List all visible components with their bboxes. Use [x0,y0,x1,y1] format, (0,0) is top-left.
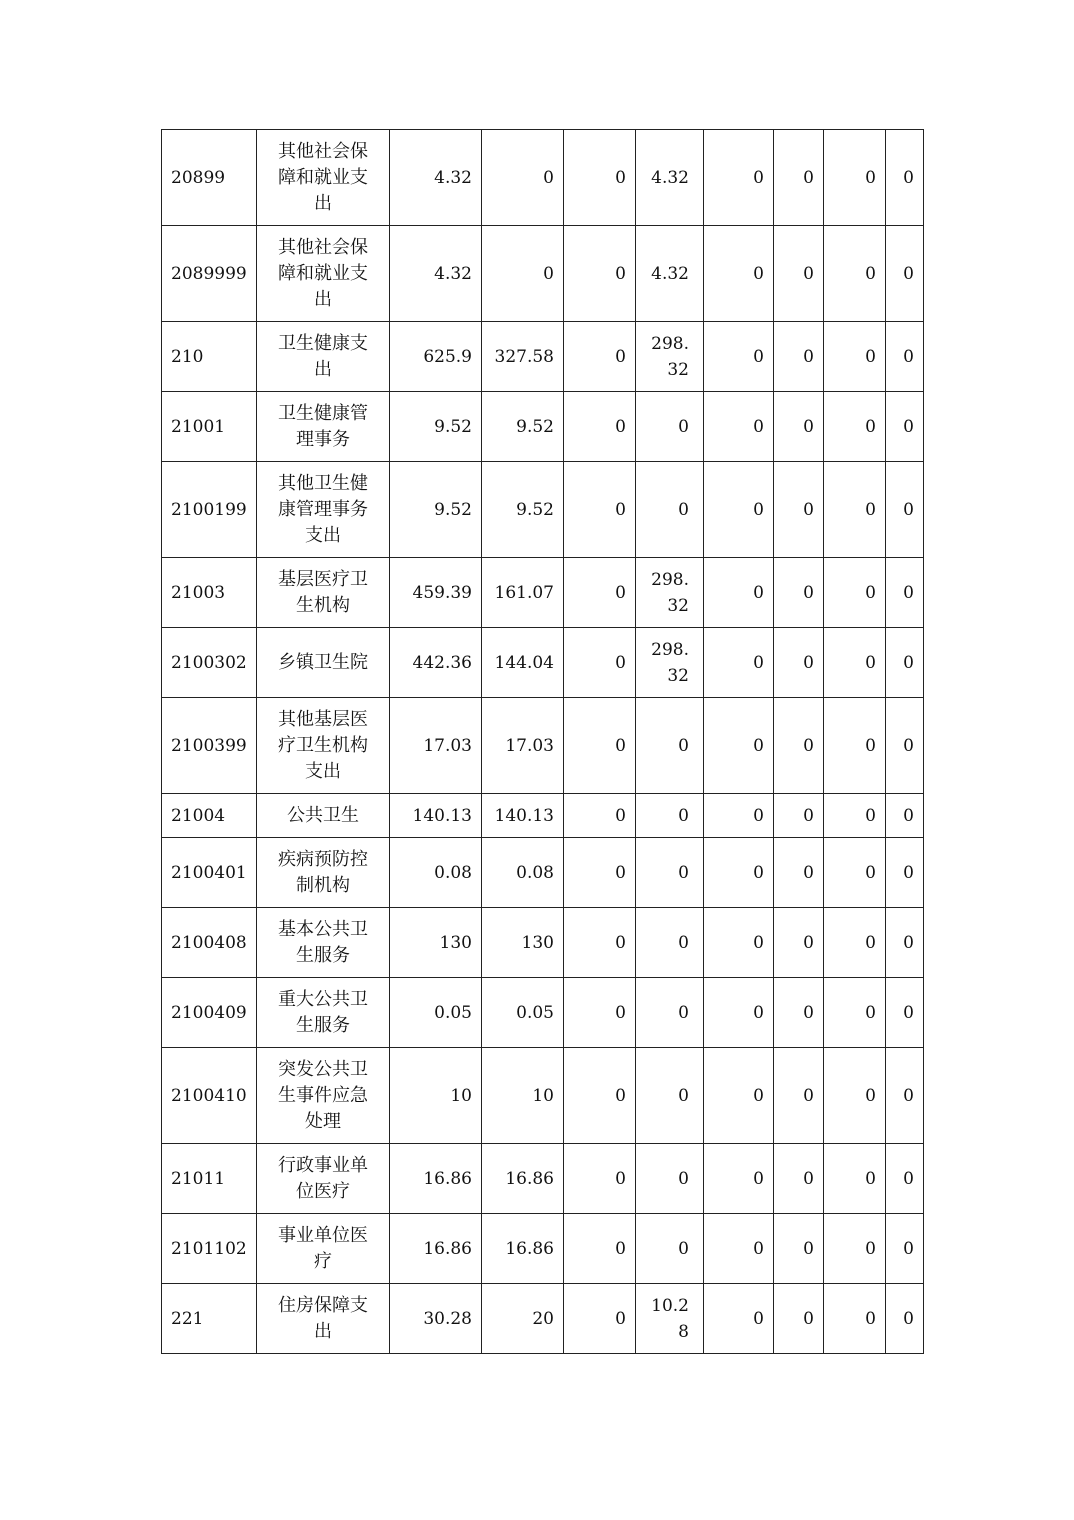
amount-cell: 0 [824,322,886,392]
amount-cell: 0 [704,226,774,322]
amount-cell: 0.08 [482,838,564,908]
subject-name-text: 其他卫生健康管理事务支出 [278,472,368,546]
amount-cell: 0 [886,322,924,392]
subject-code-cell: 2100399 [162,698,257,794]
subject-code-cell: 21011 [162,1144,257,1214]
amount-cell: 0 [704,322,774,392]
amount-cell: 0 [886,908,924,978]
amount-cell: 0 [824,226,886,322]
amount-cell: 0 [886,698,924,794]
amount-cell: 0 [774,1048,824,1144]
amount-cell: 0 [704,1214,774,1284]
amount-cell: 4.32 [636,226,704,322]
amount-cell: 0 [564,628,636,698]
amount-cell: 17.03 [482,698,564,794]
subject-name-cell [257,226,390,322]
amount-cell: 0 [886,628,924,698]
amount-cell: 0 [564,322,636,392]
amount-cell: 298.32 [636,322,704,392]
amount-cell: 0 [824,462,886,558]
amount-cell: 0 [704,628,774,698]
amount-cell: 0 [482,130,564,226]
amount-cell: 0 [564,1144,636,1214]
amount-cell: 9.52 [390,462,482,558]
amount-cell: 0 [886,1144,924,1214]
amount-cell: 161.07 [482,558,564,628]
subject-code-cell: 221 [162,1284,257,1354]
amount-cell: 0 [704,462,774,558]
subject-name-text: 基层医疗卫生机构 [278,568,368,616]
amount-cell: 0 [886,794,924,838]
subject-name-text: 疾病预防控制机构 [278,848,368,896]
budget-table [161,129,924,1354]
amount-cell: 0 [564,392,636,462]
subject-name-cell [257,978,390,1048]
amount-cell: 0 [774,628,824,698]
amount-cell: 0 [774,978,824,1048]
amount-cell: 0 [564,462,636,558]
amount-cell: 0 [564,794,636,838]
amount-cell: 30.28 [390,1284,482,1354]
amount-cell: 0 [636,838,704,908]
amount-cell: 0.05 [390,978,482,1048]
amount-cell: 0 [824,130,886,226]
amount-cell: 0 [824,1214,886,1284]
subject-name-cell [257,392,390,462]
amount-cell: 0 [774,392,824,462]
amount-cell: 0 [774,698,824,794]
subject-name-cell [257,130,390,226]
amount-cell: 0 [886,1284,924,1354]
table-body [162,130,924,1354]
amount-cell: 0 [704,1048,774,1144]
table-row [162,908,924,978]
amount-cell: 0 [774,1144,824,1214]
amount-cell: 0 [886,838,924,908]
subject-name-cell [257,628,390,698]
amount-cell: 0 [704,838,774,908]
amount-cell: 0 [636,1214,704,1284]
amount-cell: 0 [636,908,704,978]
subject-code-cell: 2100408 [162,908,257,978]
subject-code-cell: 20899 [162,130,257,226]
amount-cell: 4.32 [390,130,482,226]
amount-cell: 0 [774,558,824,628]
table-row [162,978,924,1048]
subject-name-cell [257,838,390,908]
amount-cell: 16.86 [390,1144,482,1214]
subject-code-cell: 2100401 [162,838,257,908]
amount-cell: 0 [704,1144,774,1214]
amount-cell: 0 [824,908,886,978]
amount-cell: 0 [824,392,886,462]
amount-cell: 0 [774,908,824,978]
amount-cell: 9.52 [482,392,564,462]
subject-name-text: 其他社会保障和就业支出 [278,236,368,310]
amount-cell: 327.58 [482,322,564,392]
amount-cell: 0 [704,698,774,794]
amount-cell: 0 [824,838,886,908]
amount-cell: 0 [774,794,824,838]
amount-cell: 10 [390,1048,482,1144]
amount-cell: 0 [564,908,636,978]
subject-code-cell: 2101102 [162,1214,257,1284]
amount-cell: 0 [824,558,886,628]
amount-cell: 298.32 [636,558,704,628]
amount-cell: 0 [636,1144,704,1214]
subject-code-cell: 21003 [162,558,257,628]
subject-name-text: 卫生健康支出 [278,332,368,380]
table-row [162,226,924,322]
amount-cell: 0.08 [390,838,482,908]
amount-cell: 0 [824,1144,886,1214]
amount-cell: 0 [564,838,636,908]
amount-cell: 16.86 [482,1144,564,1214]
amount-cell: 140.13 [390,794,482,838]
amount-cell: 0 [564,130,636,226]
subject-name-text: 行政事业单位医疗 [278,1154,368,1202]
subject-name-text: 事业单位医疗 [278,1224,368,1272]
amount-cell: 0 [564,226,636,322]
subject-name-text: 其他社会保障和就业支出 [278,140,368,214]
amount-cell: 0 [636,978,704,1048]
amount-cell: 0 [886,226,924,322]
table-row [162,392,924,462]
subject-name-text: 住房保障支出 [278,1294,368,1342]
subject-code-cell: 2100409 [162,978,257,1048]
amount-cell: 0 [886,978,924,1048]
table-row [162,1144,924,1214]
amount-cell: 0 [704,130,774,226]
amount-cell: 0 [774,322,824,392]
amount-cell: 0 [482,226,564,322]
subject-name-cell [257,1214,390,1284]
amount-cell: 0 [774,1214,824,1284]
subject-name-cell [257,794,390,838]
amount-cell: 4.32 [636,130,704,226]
table-row [162,1284,924,1354]
amount-cell: 625.9 [390,322,482,392]
table-row [162,628,924,698]
amount-cell: 0 [564,1214,636,1284]
amount-cell: 0 [704,908,774,978]
amount-cell: 0 [886,130,924,226]
amount-cell: 0 [564,978,636,1048]
subject-name-cell [257,558,390,628]
subject-name-text: 基本公共卫生服务 [278,918,368,966]
amount-cell: 0 [886,1214,924,1284]
amount-cell: 9.52 [390,392,482,462]
amount-cell: 0.05 [482,978,564,1048]
amount-cell: 16.86 [390,1214,482,1284]
subject-code-cell: 2100302 [162,628,257,698]
amount-cell: 442.36 [390,628,482,698]
amount-cell: 298.32 [636,628,704,698]
amount-cell: 140.13 [482,794,564,838]
subject-code-cell: 2100410 [162,1048,257,1144]
amount-cell: 20 [482,1284,564,1354]
amount-cell: 0 [636,794,704,838]
amount-cell: 0 [704,794,774,838]
amount-cell: 0 [824,1284,886,1354]
subject-name-text: 其他基层医疗卫生机构支出 [278,708,368,782]
subject-name-text: 乡镇卫生院 [278,651,368,673]
amount-cell: 0 [774,226,824,322]
table-row [162,794,924,838]
amount-cell: 0 [774,462,824,558]
amount-cell: 0 [824,628,886,698]
subject-name-cell [257,322,390,392]
amount-cell: 0 [886,392,924,462]
table-row [162,130,924,226]
subject-name-text: 卫生健康管理事务 [278,402,368,450]
amount-cell: 0 [886,558,924,628]
amount-cell: 459.39 [390,558,482,628]
amount-cell: 0 [886,1048,924,1144]
subject-code-cell: 2089999 [162,226,257,322]
amount-cell: 0 [824,1048,886,1144]
amount-cell: 0 [824,698,886,794]
amount-cell: 0 [774,838,824,908]
subject-name-text: 突发公共卫生事件应急处理 [278,1058,368,1132]
table-row [162,1214,924,1284]
amount-cell: 0 [564,698,636,794]
subject-name-cell [257,462,390,558]
subject-code-cell: 21004 [162,794,257,838]
amount-cell: 0 [564,1284,636,1354]
amount-cell: 0 [704,392,774,462]
amount-cell: 0 [774,1284,824,1354]
table-row [162,462,924,558]
table-row [162,838,924,908]
subject-name-cell [257,1048,390,1144]
amount-cell: 0 [704,978,774,1048]
subject-name-text: 重大公共卫生服务 [278,988,368,1036]
amount-cell: 0 [636,392,704,462]
amount-cell: 16.86 [482,1214,564,1284]
subject-code-cell: 2100199 [162,462,257,558]
subject-name-cell [257,698,390,794]
amount-cell: 0 [636,698,704,794]
subject-code-cell: 21001 [162,392,257,462]
amount-cell: 0 [636,462,704,558]
amount-cell: 0 [704,1284,774,1354]
amount-cell: 0 [636,1048,704,1144]
subject-name-cell [257,908,390,978]
amount-cell: 17.03 [390,698,482,794]
table-row [162,1048,924,1144]
amount-cell: 0 [564,1048,636,1144]
amount-cell: 9.52 [482,462,564,558]
subject-name-cell [257,1284,390,1354]
amount-cell: 10 [482,1048,564,1144]
amount-cell: 130 [390,908,482,978]
table-row [162,558,924,628]
amount-cell: 0 [704,558,774,628]
amount-cell: 0 [886,462,924,558]
amount-cell: 0 [824,978,886,1048]
amount-cell: 130 [482,908,564,978]
amount-cell: 0 [774,130,824,226]
amount-cell: 4.32 [390,226,482,322]
table-row [162,322,924,392]
amount-cell: 144.04 [482,628,564,698]
amount-cell: 0 [824,794,886,838]
table-row [162,698,924,794]
amount-cell: 10.28 [636,1284,704,1354]
amount-cell: 0 [564,558,636,628]
subject-name-cell [257,1144,390,1214]
subject-code-cell: 210 [162,322,257,392]
subject-name-text: 公共卫生 [287,804,359,826]
